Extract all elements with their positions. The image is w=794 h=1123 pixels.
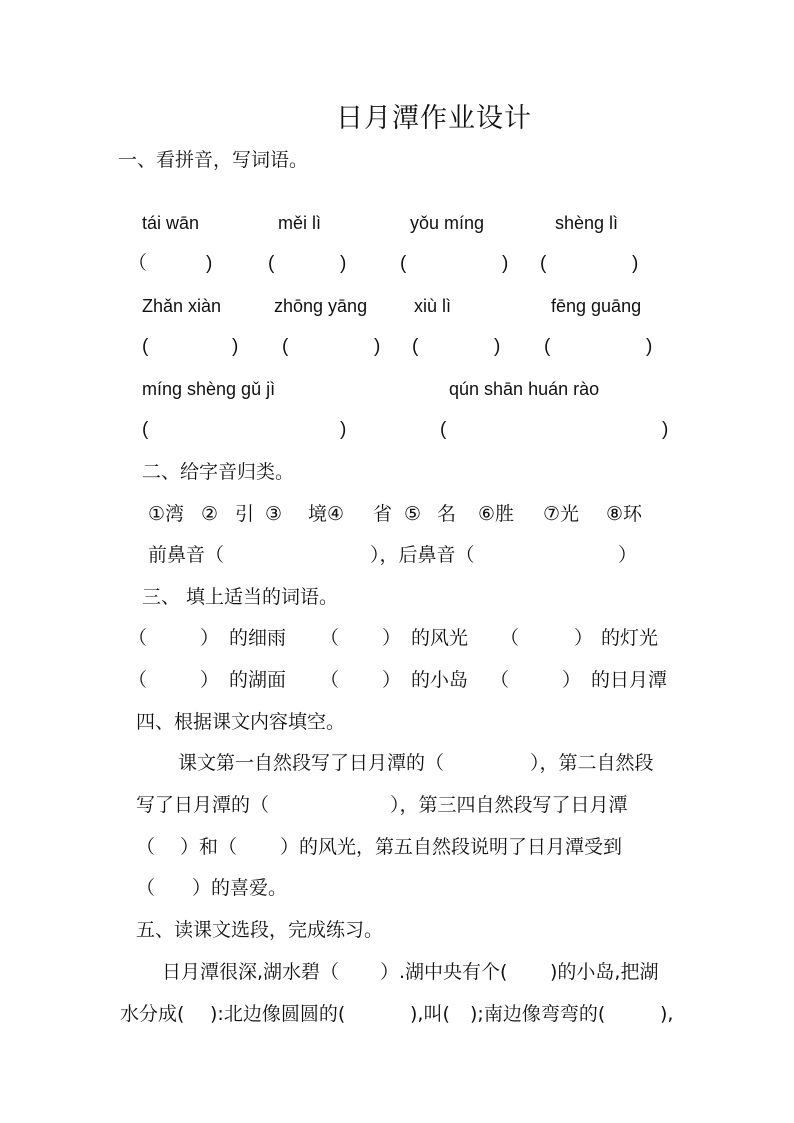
- char-item: ⑦光: [543, 503, 580, 525]
- fill-word: 的湖面: [229, 669, 287, 691]
- answer-bracket-open: (: [540, 253, 547, 274]
- pinyin-item: Zhǎn xiàn: [142, 296, 222, 316]
- answer-bracket-close: ): [502, 253, 509, 274]
- char-item: 引: [235, 503, 255, 525]
- text-line: );南边像弯弯的(: [470, 1003, 606, 1025]
- answer-bracket-close: ): [206, 253, 213, 274]
- section1-heading: 一、看拼音，写词语。: [118, 149, 309, 171]
- fill-open: （: [128, 627, 148, 649]
- char-item: ⑤: [404, 503, 422, 525]
- answer-bracket-open: (: [282, 336, 289, 357]
- answer-bracket-close: ): [374, 336, 381, 357]
- text-line: （: [136, 836, 156, 858]
- page-title: 日月潭作业设计: [336, 103, 532, 134]
- answer-bracket-close: ): [646, 336, 653, 357]
- text-line: ），第二自然段: [530, 752, 654, 774]
- fill-open: （: [490, 669, 510, 691]
- char-item: ①湾: [148, 503, 185, 525]
- fill-open: （: [320, 627, 340, 649]
- text-line: )的小岛,把湖: [550, 961, 659, 983]
- fill-open: （: [320, 669, 340, 691]
- text-line: 日月潭很深,湖水碧（: [162, 961, 340, 983]
- text-line: ）的喜爱。: [192, 877, 288, 899]
- text-line: ），第三四自然段写了日月潭: [390, 794, 628, 816]
- char-item: 省: [373, 503, 393, 525]
- fill-word: 的小岛: [411, 669, 469, 691]
- answer-bracket-open: (: [400, 253, 407, 274]
- pinyin-item: měi lì: [278, 213, 322, 233]
- pinyin-item: fēng guāng: [551, 296, 642, 316]
- pinyin-item: míng shèng gǔ jì: [142, 379, 276, 399]
- text-line: ）.湖中央有个(: [380, 961, 508, 983]
- pinyin-item: shèng lì: [555, 213, 619, 233]
- fill-close: ）: [574, 627, 594, 649]
- fill-close: ）: [382, 627, 402, 649]
- char-item: ③: [265, 503, 283, 525]
- pinyin-item: qún shān huán rào: [449, 379, 600, 399]
- text-line: ),叫(: [410, 1003, 450, 1025]
- text-line: （: [136, 877, 156, 899]
- text-line: ),: [660, 1003, 674, 1025]
- char-item: ⑧环: [606, 503, 643, 525]
- fill-close: ）: [200, 627, 220, 649]
- text-line: 写了日月潭的（: [136, 794, 270, 816]
- text-line: ):北边像圆圆的(: [210, 1003, 346, 1025]
- pinyin-item: zhōng yāng: [274, 296, 368, 316]
- text-line: 课文第一自然段写了日月潭的（: [178, 752, 445, 774]
- fill-word: 的灯光: [601, 627, 659, 649]
- answer-bracket-close: ): [662, 419, 669, 440]
- front-nasal-label: 前鼻音（: [148, 544, 225, 566]
- back-nasal-close: ）: [618, 544, 638, 566]
- fill-close: ）: [562, 669, 582, 691]
- answer-bracket-close: ): [232, 336, 239, 357]
- char-item: ②: [201, 503, 219, 525]
- answer-bracket-open: (: [142, 336, 149, 357]
- pinyin-item: tái wān: [142, 213, 200, 233]
- answer-bracket-open: (: [268, 253, 275, 274]
- answer-bracket-open: (: [544, 336, 551, 357]
- pinyin-item: yǒu míng: [410, 213, 485, 233]
- section2-heading: 二、给字音归类。: [142, 461, 295, 483]
- section5-heading: 五、读课文选段，完成练习。: [136, 919, 384, 941]
- section3-heading: 三、 填上适当的词语。: [142, 586, 339, 608]
- answer-bracket-close: ): [494, 336, 501, 357]
- fill-open: （: [500, 627, 520, 649]
- text-line: ）的风光，第五自然段说明了日月潭受到: [280, 836, 623, 858]
- back-nasal-label: ），后鼻音（: [370, 544, 475, 566]
- answer-bracket-close: ): [340, 253, 347, 274]
- fill-word: 的风光: [411, 627, 469, 649]
- answer-bracket-open: (: [440, 419, 447, 440]
- answer-bracket-close: ): [340, 419, 347, 440]
- fill-word: 的日月潭: [591, 669, 668, 691]
- text-line: ）和（: [180, 836, 238, 858]
- char-item: 境④: [308, 503, 345, 525]
- fill-word: 的细雨: [229, 627, 287, 649]
- answer-bracket-close: ): [632, 253, 639, 274]
- answer-bracket-open: (: [142, 419, 149, 440]
- fill-close: ）: [382, 669, 402, 691]
- fill-open: （: [128, 669, 148, 691]
- answer-bracket-open: (: [412, 336, 419, 357]
- fill-close: ）: [200, 669, 220, 691]
- text-line: 水分成(: [120, 1003, 185, 1025]
- pinyin-item: xiù lì: [414, 296, 452, 316]
- char-item: ⑥胜: [478, 503, 515, 525]
- answer-bracket-open: （: [128, 253, 148, 274]
- section4-heading: 四、根据课文内容填空。: [136, 711, 346, 733]
- char-item: 名: [437, 503, 457, 525]
